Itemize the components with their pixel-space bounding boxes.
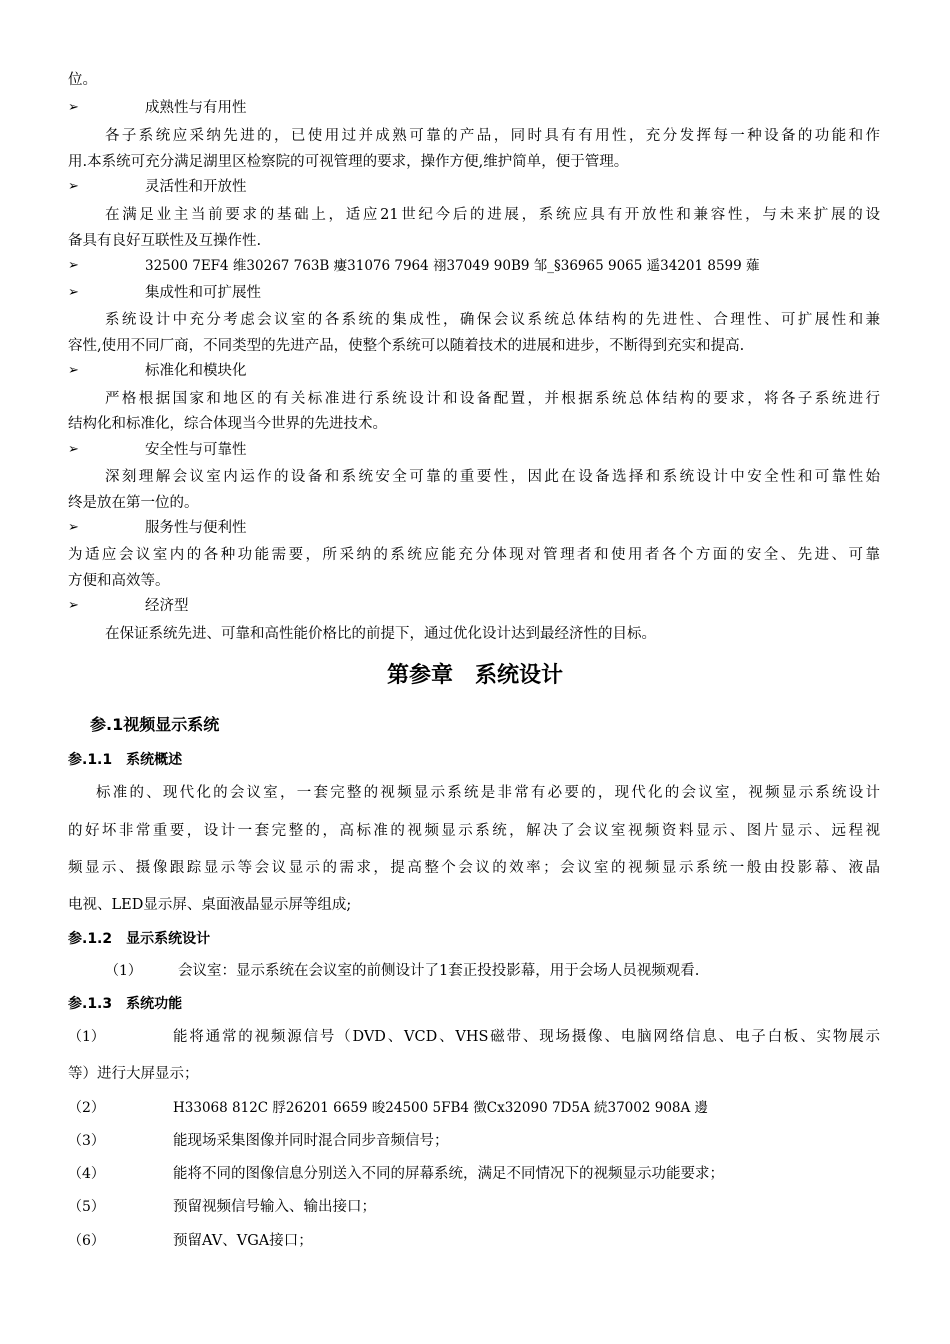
bullet-icon: ➢ <box>68 520 79 535</box>
design-item-text: 会议室：显示系统在会议室的前侧设计了1套正投投影幕，用于会场人员视频观看. <box>178 963 700 979</box>
chapter-title: 第参章 系统设计 <box>386 663 563 688</box>
subsection-heading-design: 参.1.2 显示系统设计 <box>68 931 211 947</box>
item-number: （1） <box>105 963 142 979</box>
section-title: 参.1视频显示系统 <box>90 715 220 734</box>
bullet-icon: ➢ <box>68 179 79 194</box>
bullet-icon: ➢ <box>68 598 79 613</box>
principle-text: 方便和高效等。 <box>68 573 170 589</box>
principle-text: 容性,使用不同厂商，不同类型的先进产品，使整个系统可以随着技术的进展和进步，不断得到充实和提高. <box>68 338 745 354</box>
principle-text: 用.本系统可充分满足湖里区检察院的可视管理的要求，操作方便,维护简单，便于管理。 <box>68 154 629 170</box>
principle-title: 32500 7EF4 维30267 763B 瘻31076 7964 祤37049 90B9 邹_§36965 9065 遥34201 8599 薙 <box>145 258 760 274</box>
principle-title: 经济型 <box>145 598 189 614</box>
principle-text: 在保证系统先进、可靠和高性能价格比的前提下，通过优化设计达到最经济性的目标。 <box>105 626 656 642</box>
item-number: （6） <box>68 1233 105 1249</box>
function-item-text: H33068 812C 脬26201 6659 晙24500 5FB4 徴Cx32090 7D5A 続37002 908A 邊 <box>173 1100 709 1116</box>
bullet-icon: ➢ <box>68 442 79 457</box>
overview-text: 标准的、现代化的会议室，一套完整的视频显示系统是非常有必要的，现代化的会议室，视频显示系统设计 <box>96 785 880 801</box>
principle-text: 各子系统应采纳先进的，已使用过并成熟可靠的产品，同时具有有用性，充分发挥每一种设备的功能和作 <box>105 128 880 144</box>
item-number: （3） <box>68 1133 105 1149</box>
subsection-heading-overview: 参.1.1 系统概述 <box>68 752 183 768</box>
overview-text: 电视、LED显示屏、桌面液晶显示屏等组成; <box>68 897 352 913</box>
principle-text: 结构化和标准化，综合体现当今世界的先进技术。 <box>68 416 387 432</box>
overview-text: 的好坏非常重要，设计一套完整的，高标准的视频显示系统，解决了会议室视频资料显示、图片显示、远程视 <box>68 823 880 839</box>
principle-title: 集成性和可扩展性 <box>145 285 261 301</box>
intro-tail: 位。 <box>68 72 97 88</box>
principle-text: 为适应会议室内的各种功能需要，所采纳的系统应能充分体现对管理者和使用者各个方面的安全、先进、可靠 <box>68 547 880 563</box>
principle-title: 成熟性与有用性 <box>145 100 247 116</box>
principle-title: 灵活性和开放性 <box>145 179 247 195</box>
principle-title: 安全性与可靠性 <box>145 442 247 458</box>
principle-text: 终是放在第一位的。 <box>68 495 199 511</box>
function-item-text: 能将不同的图像信息分别送入不同的屏幕系统，满足不同情况下的视频显示功能要求； <box>173 1166 724 1182</box>
function-item-text: 能现场采集图像并同时混合同步音频信号； <box>173 1133 449 1149</box>
item-number: （5） <box>68 1199 105 1215</box>
item-number: （4） <box>68 1166 105 1182</box>
principle-text: 系统设计中充分考虑会议室的各系统的集成性，确保会议系统总体结构的先进性、合理性、可扩展性和兼 <box>105 312 880 328</box>
subsection-heading-functions: 参.1.3 系统功能 <box>68 996 183 1012</box>
bullet-icon: ➢ <box>68 363 79 378</box>
principle-text: 深刻理解会议室内运作的设备和系统安全可靠的重要性，因此在设备选择和系统设计中安全性和可靠性始 <box>105 469 880 485</box>
principle-title: 服务性与便利性 <box>145 520 247 536</box>
item-number: （2） <box>68 1100 105 1116</box>
function-item-text: 预留AV、VGA接口； <box>173 1233 313 1249</box>
function-item-text: 能将通常的视频源信号（DVD、VCD、VHS磁带、现场摄像、电脑网络信息、电子白板、实物展示 <box>173 1029 880 1045</box>
principle-text: 备具有良好互联性及互操作性. <box>68 233 262 249</box>
bullet-icon: ➢ <box>68 258 79 273</box>
item-number: （1） <box>68 1029 105 1045</box>
bullet-icon: ➢ <box>68 100 79 115</box>
function-item-text: 预留视频信号输入、输出接口； <box>173 1199 376 1215</box>
bullet-icon: ➢ <box>68 285 79 300</box>
principle-text: 在满足业主当前要求的基础上，适应21世纪今后的进展，系统应具有开放性和兼容性，与未来扩展的设 <box>105 207 880 223</box>
function-item-text: 等）进行大屏显示； <box>68 1066 199 1082</box>
overview-text: 频显示、摄像跟踪显示等会议显示的需求，提高整个会议的效率；会议室的视频显示系统一般由投影幕、液晶 <box>68 860 880 876</box>
principle-title: 标准化和模块化 <box>145 363 247 379</box>
principle-text: 严格根据国家和地区的有关标准进行系统设计和设备配置，并根据系统总体结构的要求，将各子系统进行 <box>105 391 880 407</box>
